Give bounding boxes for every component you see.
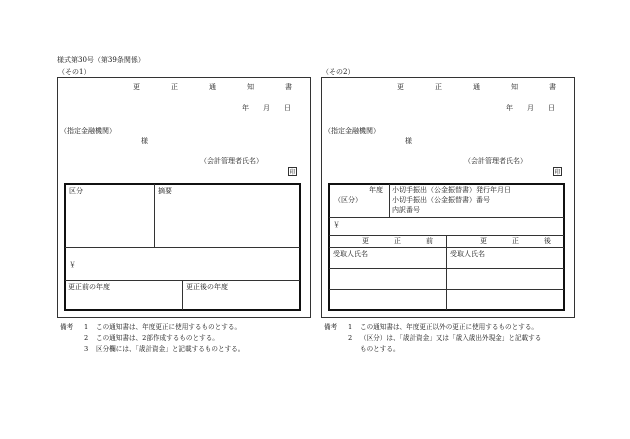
right-table-divider-v2	[446, 236, 447, 310]
right-note-num-1: 1	[348, 323, 353, 331]
left-table-divider-h1	[65, 247, 300, 248]
left-note-num-3: 3	[84, 345, 89, 353]
right-kubun-label: （区分）	[334, 196, 362, 204]
left-note-num-2: 2	[84, 334, 89, 342]
left-after-year-label: 更正後の年度	[186, 283, 228, 291]
right-before-header: 更 正 前	[362, 237, 442, 245]
left-kubun-label: 区分	[69, 187, 83, 195]
right-table-divider-h1	[329, 217, 564, 218]
left-part-label: （その1）	[58, 68, 91, 76]
right-form-title: 更 正 通 知 書	[397, 83, 568, 91]
right-table-divider-v1	[389, 184, 390, 217]
left-sama: 様	[141, 137, 148, 145]
right-seal-stamp: 印	[554, 169, 561, 176]
left-notes-head: 備考	[60, 323, 74, 331]
left-before-year-label: 更正前の年度	[68, 283, 110, 291]
right-note-text-1: この通知書は、年度更正以外の更正に使用するものとする。	[360, 323, 539, 331]
left-seal-stamp: 印	[289, 169, 296, 176]
right-sama: 様	[405, 137, 412, 145]
right-payee-after-label: 受取人氏名	[450, 250, 485, 258]
left-table-divider-v1	[154, 184, 155, 247]
left-bank-label: （指定金融機関）	[60, 127, 116, 135]
right-part-label: （その2）	[322, 68, 355, 76]
left-note-num-1: 1	[84, 323, 89, 331]
right-date: 年 月 日	[506, 104, 555, 112]
right-payee-before-label: 受取人氏名	[333, 250, 368, 258]
left-note-text-2: この通知書は、2部作成するものとする。	[96, 334, 219, 342]
right-nendo-label: 年度	[369, 186, 383, 194]
form-number: 様式第30号（第39条関係）	[57, 56, 145, 64]
right-check-line-2: 小切手振出（公金振替書）番号	[392, 196, 490, 204]
right-manager-label: （会計管理者氏名）	[464, 157, 527, 165]
right-after-header: 更 正 後	[480, 237, 560, 245]
left-manager-label: （会計管理者氏名）	[200, 157, 263, 165]
right-note-num-2: 2	[348, 334, 353, 342]
right-check-line-3: 内訳番号	[392, 206, 420, 214]
right-note-text-3: ものとする。	[360, 345, 400, 353]
right-notes-head: 備考	[324, 323, 338, 331]
left-form-title: 更 正 通 知 書	[133, 83, 304, 91]
left-table-divider-v2	[182, 281, 183, 310]
right-check-line-1: 小切手振出（公金振替書）発行年月日	[392, 186, 511, 194]
left-note-text-3: 区分欄には、「歳計資金」と記載するものとする。	[96, 345, 245, 353]
left-tekiyo-label: 摘要	[158, 187, 172, 195]
left-date: 年 月 日	[242, 104, 291, 112]
right-bank-label: （指定金融機関）	[324, 127, 380, 135]
right-note-text-2: （区分）は、「歳計資金」又は「歳入歳出外現金」と記載する	[360, 334, 542, 342]
right-yen-label: ￥	[333, 221, 340, 229]
left-note-text-1: この通知書は、年度更正に使用するものとする。	[96, 323, 242, 331]
left-yen-label: ￥	[69, 261, 76, 269]
